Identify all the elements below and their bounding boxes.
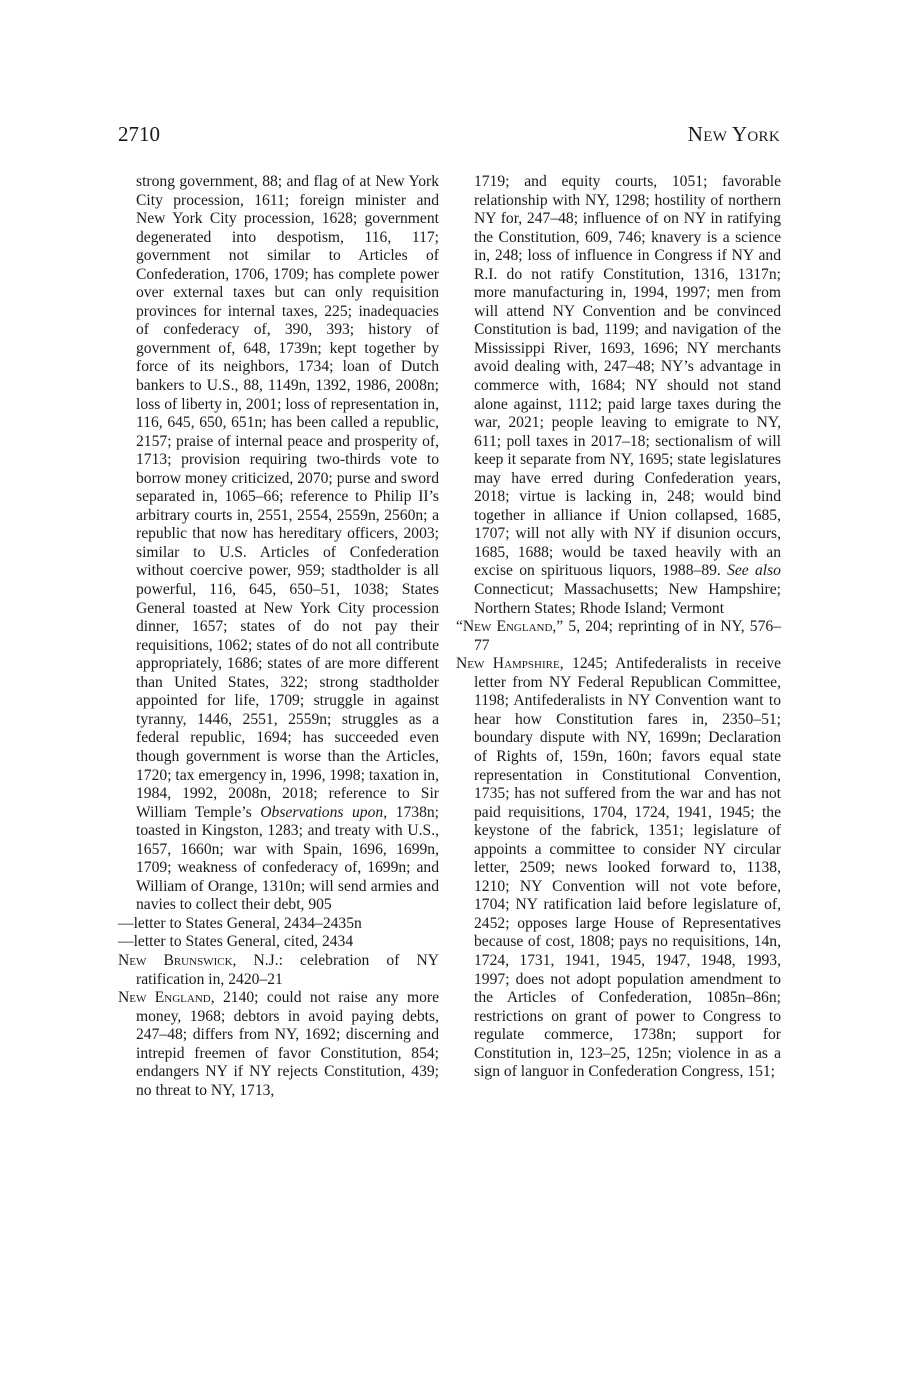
index-entry-new-england-essay: “New England,” 5, 204; reprinting of in NY, 576–77 bbox=[456, 618, 781, 654]
index-entry-new-hampshire: New Hampshire, 1245; Antifederalists in receive letter from NY Federal Republican Committee, 1198; Antifederalists in NY Convention want to hear how Constitution fares in, 2350–51; boundary dispute with NY, 1699n; Declaration of Rights of, 159n, 160n; favors equal state representation in Constitutional Convention, 1735; has not suffered from the war and has not paid requisitions, 1704, 1724, 1941, 1945; the keystone of the fabrick, 1351; legislature of appoints a committee to consider NY circular letter, 2509; news looked forward to, 1138, 1210; NY Convention will not vote before, 1704; NY ratification laid before legislature of, 2452; opposes large House of Representatives because of cost, 1808; pays no requisitions, 14n, 1724, 1731, 1941, 1945, 1947, 1948, 1993, 1997; does not adopt population amendment to the Articles of Confederation, 1085n–86n; restrictions on grant of power to Congress to regulate commerce, 1738n; support for Constitution in, 123–25, 125n; violence in as a sign of languor in Confederation Congress, 151; bbox=[456, 655, 782, 1081]
right-column bbox=[456, 173, 781, 1082]
entry-heading: New England, bbox=[118, 989, 215, 1007]
entry-heading: New Hampshire, bbox=[456, 655, 564, 673]
index-subentry: —letter to States General, cited, 2434 bbox=[118, 933, 354, 951]
index-entry-continuation: 1719; and equity courts, 1051; favorable relationship with NY, 1298; hostility of northern NY for, 247–48; influence of on NY in ratifying the Constitution, 609, 746; knavery is a science in, 248; loss of influence in Congress if NY and R.I. do not ratify Constitution, 1316, 1317n; more manufacturing in, 1994, 1997; men from will attend NY Convention and be convinced Constitution is bad, 1199; and navigation of the Mississippi River, 1693, 1696; NY merchants avoid dealing with, 247–48; NY’s advantage in commerce with, 1684; NY should not stand alone against, 1112; paid large taxes during the war, 2021; people leaving to emigrate to NY, 611; poll taxes in 2017–18; sectionalism of will keep it separate from NY, 1695; state legislatures may have erred during Confederation years, 2018; virtue is lacking in, 248; would bind together in alliance if Union collapsed, 1685, 1707; will not ally with NY if disunion occurs, 1685, 1688; would be taxed heavily with an excise on spirituous liquors, 1988–89. See also Connecticut; Massachusetts; New Hampshire; Northern States; Rhode Island; Vermont bbox=[474, 173, 781, 617]
index-entry-new-england: New England, 2140; could not raise any more money, 1968; debtors in avoid paying debts, 247–48; differs from NY, 1692; discerning and intrepid freemen of favor Constitution, 854; endangers NY if NY rejects Constitution, 439; no threat to NY, 1713, bbox=[118, 989, 439, 1099]
index-subentry: —letter to States General, 2434–2435n bbox=[118, 914, 362, 932]
page-number: 2710 bbox=[118, 122, 160, 146]
entry-heading: New Brunswick, N.J.: bbox=[118, 951, 283, 969]
left-column bbox=[118, 173, 439, 1100]
page-header bbox=[118, 122, 780, 152]
index-entry-new-brunswick: New Brunswick, N.J.: celebration of NY ratification in, 2420–21 bbox=[118, 951, 439, 988]
entry-heading: “New England,” bbox=[456, 618, 564, 636]
index-entry-continuation: strong government, 88; and flag of at New York City procession, 1611; foreign minister and New York City procession, 1628; government degenerated into despotism, 116, 117; government not similar to Articles of Confederation, 1706, 1709; has complete power over external taxes but can only requisition provinces for internal taxes, 225; inadequacies of confederacy of, 390, 393; history of government of, 648, 1739n; kept together by force of its neighbors, 1734; loan of Dutch bankers to U.S., 88, 1149n, 1392, 1986, 2008n; loss of liberty in, 2001; loss of representation in, 116, 645, 650, 651n; has been called a republic, 2157; praise of internal peace and prosperity of, 1713; provision requiring two-thirds vote to borrow money criticized, 2070; purse and sword separated in, 1065–66; reference to Philip II’s arbitrary courts in, 2551, 2554, 2559n, 2560n; a republic that now has hereditary officers, 2003; similar to U.S. Articles of Confederation without coercive power, 959; stadtholder is all powerful, 116, 645, 650–51, 1038; States General toasted at New York City procession dinner, 1657; states of do not pay their requisitions, 1062; states of do not all contribute appropriately, 1686; states of are more different than United States, 322; strong stadtholder appointed for life, 1709; struggle in against tyranny, 1446, 2551, 2559n; struggles as a federal republic, 1694; has succeeded even though government is worse than the Articles, 1720; tax emergency in, 1996, 1998; taxation in, 1984, 1992, 2008n, 2018; reference to Sir William Temple’s Observations upon, 1738n; toasted in Kingston, 1283; and treaty with U.S., 1657, 1660n; war with Spain, 1696, 1699n, 1709; weakness of confederacy of, 1699n; and William of Orange, 1310n; will send armies and navies to collect their debt, 905 bbox=[136, 173, 439, 914]
running-title: New York bbox=[687, 122, 780, 146]
